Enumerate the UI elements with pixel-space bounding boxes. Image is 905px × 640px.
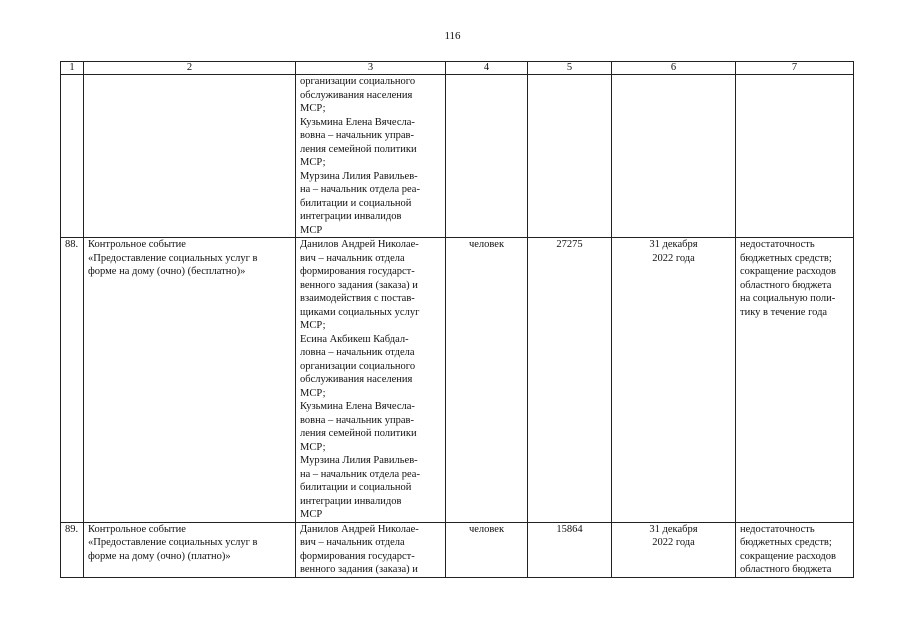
text-line: Контрольное событие (88, 523, 186, 535)
text-line: бюджетных средств; (740, 252, 832, 264)
responsible-cell (296, 238, 446, 523)
text-line: венного задания (заказа) и (300, 564, 418, 575)
text-line: областного бюджета (740, 279, 832, 291)
text-line: Данилов Андрей Николае- (300, 523, 419, 535)
text-line: 2022 года (652, 252, 695, 264)
text-line: областного бюджета (740, 564, 832, 575)
text-line: организации социального (300, 76, 416, 87)
text-line: форме на дому (очно) (бесплатно)» (88, 266, 246, 277)
value-cell: 15864 (528, 522, 612, 577)
text-line: Кузьмина Елена Вячесла- (300, 401, 415, 412)
text-line: 31 декабря (649, 239, 698, 250)
table-row (61, 238, 854, 523)
text-line: на – начальник отдела реа- (300, 184, 420, 195)
text-line: формирования государст- (300, 550, 415, 562)
text-line: организации социального (300, 360, 416, 372)
text-line: ления семейной политики (300, 143, 417, 155)
text-line: на – начальник отдела реа- (300, 468, 420, 480)
text-line: вич – начальник отдела (300, 252, 405, 264)
text-line: Контрольное событие (88, 239, 186, 250)
column-number: 6 (612, 62, 736, 75)
responsible-cell (296, 522, 446, 577)
text-line: сокращение расходов (740, 266, 836, 277)
text-line: Есина Акбикеш Кабдал- (300, 333, 409, 345)
text-line: венного задания (заказа) и (300, 279, 418, 291)
text-line: Мурзина Лилия Равильев- (300, 455, 418, 466)
date-cell (612, 238, 736, 523)
text-line: обслуживания населения (300, 89, 413, 101)
text-line: ления семейной политики (300, 428, 417, 439)
row-number: 89. (61, 522, 84, 577)
text-line: на социальную поли- (740, 293, 836, 304)
text-line: недостаточность (740, 523, 815, 535)
text-line: МСР; (300, 441, 326, 453)
text-line: тику в течение года (740, 306, 828, 318)
measures-table (60, 61, 854, 578)
unit-cell: человек (446, 238, 528, 523)
column-number: 4 (446, 62, 528, 75)
text-line: МСР; (300, 157, 326, 168)
text-line: сокращение расходов (740, 550, 836, 562)
text-line: интеграции инвалидов (300, 495, 402, 507)
text-line: взаимодействия с постав- (300, 293, 415, 304)
text-line: Мурзина Лилия Равильев- (300, 170, 418, 182)
text-line: бюджетных средств; (740, 537, 832, 548)
text-line: вовна – начальник управ- (300, 414, 414, 426)
event-cell (84, 522, 296, 577)
text-line: щиками социальных услуг (300, 306, 420, 318)
row-number: 88. (61, 238, 84, 523)
risk-cell (736, 522, 854, 577)
date-cell (612, 522, 736, 577)
column-number-row (61, 62, 854, 75)
text-line: обслуживания населения (300, 374, 413, 385)
text-line: билитации и социальной (300, 197, 412, 209)
column-number: 7 (736, 62, 854, 75)
column-number: 3 (296, 62, 446, 75)
table-row (61, 522, 854, 577)
text-line: интеграции инвалидов (300, 211, 402, 222)
text-line: ловна – начальник отдела (300, 347, 415, 358)
text-line: Кузьмина Елена Вячесла- (300, 116, 415, 128)
text-line: 31 декабря (649, 523, 698, 535)
continuation-row (61, 75, 854, 238)
text-line: Данилов Андрей Николае- (300, 239, 419, 250)
column-number: 5 (528, 62, 612, 75)
risk-cell (736, 238, 854, 523)
text-line: вич – начальник отдела (300, 537, 405, 548)
text-line: МСР; (300, 103, 326, 114)
text-line: вовна – начальник управ- (300, 130, 414, 141)
text-line: МСР; (300, 320, 326, 331)
text-line: МСР; (300, 387, 326, 399)
text-line: недостаточность (740, 239, 815, 250)
text-line: формирования государст- (300, 266, 415, 277)
text-line: «Предоставление социальных услуг в (88, 537, 258, 548)
text-line: билитации и социальной (300, 482, 412, 493)
column-number: 2 (84, 62, 296, 75)
text-line: 2022 года (652, 537, 695, 548)
page-number: 116 (444, 30, 461, 42)
text-line: МСР (300, 224, 323, 236)
text-line: форме на дому (очно) (платно)» (88, 550, 231, 562)
event-cell (84, 238, 296, 523)
text-line: МСР (300, 509, 323, 520)
responsible-cell (296, 75, 446, 238)
text-line: «Предоставление социальных услуг в (88, 252, 258, 264)
column-number: 1 (61, 62, 84, 75)
unit-cell: человек (446, 522, 528, 577)
value-cell: 27275 (528, 238, 612, 523)
